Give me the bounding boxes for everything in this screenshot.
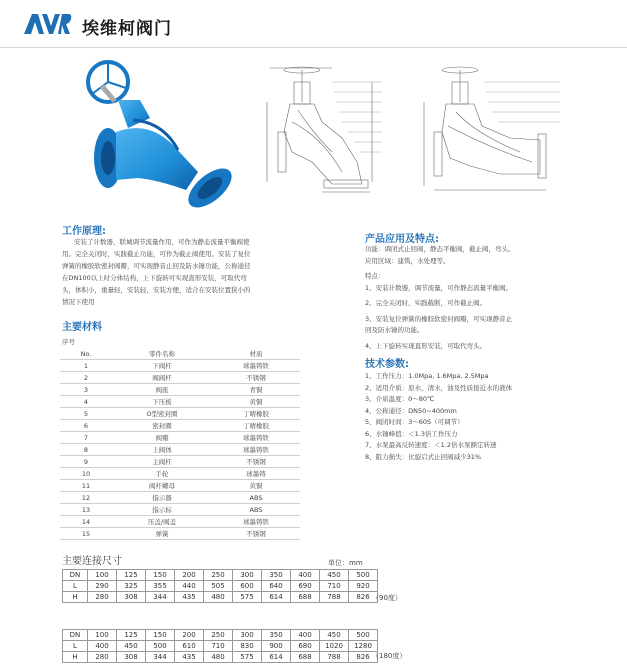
table-row [60,420,300,432]
cell: ABS [212,504,300,516]
cell: 黄铜 [212,396,300,408]
cell: 13 [60,504,112,516]
cell: 440 [175,581,204,592]
table-90-note: （90度） [372,594,402,602]
principle-line: 安装了计数器，联城调节流量作用，可作为静态流量平衡阀使 [74,238,250,246]
table-row [63,630,378,641]
cell: 710 [320,581,349,592]
cell: 280 [88,652,117,663]
cell: 3 [60,384,112,396]
cell: 344 [146,652,175,663]
cell: 826 [349,592,378,603]
cell: 15 [60,528,112,540]
header-cell: 零件名称 [112,348,212,360]
cell: 300 [233,630,262,641]
cell: 球墨铸铁 [212,432,300,444]
cell: 688 [291,592,320,603]
feature-line: 特点： [365,272,385,280]
feature-line: 1、安装计数器，调节流量，可作静态流量平衡阀。 [365,283,513,292]
principle-line: 头，体积小，重量轻，安装轻，安装方便，适合在安装位置狭小的 [62,286,251,294]
cell: 250 [204,630,233,641]
cell: 500 [146,641,175,652]
cell: 680 [291,641,320,652]
cell: 308 [117,652,146,663]
cell: 614 [262,652,291,663]
cell: 480 [204,592,233,603]
param-line: 4、公称通径：DN50~400mm [365,406,457,415]
table-row [63,570,378,581]
table-row [60,408,300,420]
cell: 290 [88,581,117,592]
cell: 826 [349,652,378,663]
cell: 150 [146,630,175,641]
cell: 1 [60,360,112,372]
cell: 6 [60,420,112,432]
cell: 150 [146,570,175,581]
cell: 788 [320,592,349,603]
table-row [60,468,300,480]
page-header [0,0,627,48]
table-row [63,592,378,603]
cell: 球墨铸铁 [212,516,300,528]
header-cell: 材质 [212,348,300,360]
cell: 200 [175,570,204,581]
header-cell: No. [60,348,112,360]
cell: 指示器 [112,492,212,504]
cell: 688 [291,652,320,663]
cell: ABS [212,492,300,504]
cell: 100 [88,570,117,581]
cell: 920 [349,581,378,592]
param-line: 1、工作压力：1.0Mpa, 1.6Mpa, 2.5Mpa [365,372,489,380]
cell: 球墨铸铁 [212,444,300,456]
cell: 788 [320,652,349,663]
cell: 指示标 [112,504,212,516]
cell: DN [63,570,88,581]
cell: 手轮 [112,468,212,480]
cell: 球墨铸铁 [212,360,300,372]
principle-text [62,236,300,308]
cell: O型密封圈 [112,408,212,420]
cell: 上阀体 [112,444,212,456]
cell: 黄铜 [212,480,300,492]
cell: 125 [117,570,146,581]
cell: 640 [262,581,291,592]
table-row [60,456,300,468]
valve-drawing-180 [420,62,566,194]
cell: 100 [88,630,117,641]
cell: 400 [291,570,320,581]
cell: 不锈钢 [212,372,300,384]
cell: 325 [117,581,146,592]
param-line: 3、介质温度：0～80℃ [365,395,435,403]
materials-table [60,348,300,540]
cell: 505 [204,581,233,592]
param-line: 7、水泵最高反转速度：＜1.2倍水泵额定转速 [365,441,497,449]
cell: 450 [117,641,146,652]
cell: 丁晴橡胶 [212,420,300,432]
table-row [60,504,300,516]
cell: 5 [60,408,112,420]
cell: 4 [60,396,112,408]
avr-logo [22,12,72,36]
principle-line: 情况下使用 [62,298,95,306]
cell: 下阀杆 [112,360,212,372]
dimensions-title: 主要连接尺寸 [62,556,122,567]
cell: 8 [60,444,112,456]
cell: 1020 [320,641,349,652]
feature-line: 应用区域：建筑，水处理等。 [365,256,450,265]
cell: 280 [88,592,117,603]
table-row [63,652,378,663]
cell: 不锈钢 [212,528,300,540]
dimensions-table-180 [62,629,378,663]
cell: 480 [204,652,233,663]
table-row [63,581,378,592]
cell: 614 [262,592,291,603]
header-divider [0,47,627,48]
cell: 690 [291,581,320,592]
cell: 2 [60,372,112,384]
cell: 400 [291,630,320,641]
table-row [60,396,300,408]
principle-line: 弹簧的橡胶软密封阀瓣，可实现静音止回及防水锤功能，公称通径 [62,262,251,270]
table-row [63,641,378,652]
table-row [60,372,300,384]
cell: 下压板 [112,396,212,408]
cell: 350 [262,630,291,641]
dimensions-table-90 [62,569,378,603]
features-title: 产品应用及特点: [365,234,439,245]
table-row [60,492,300,504]
dimensions-unit: 单位：mm [328,559,363,567]
cell: 1280 [349,641,378,652]
cell: 308 [117,592,146,603]
table-row [60,516,300,528]
cell: 阀杆螺母 [112,480,212,492]
cell: DN [63,630,88,641]
table-row [60,384,300,396]
cell: 300 [233,570,262,581]
cell: 阀座 [112,384,212,396]
feature-line: 2、完全关闭时，实践截断，可作截止阀。 [365,299,487,307]
cell: 250 [204,570,233,581]
cell: 不锈钢 [212,456,300,468]
table-180-note: （180度） [372,652,407,660]
cell: 435 [175,652,204,663]
cell: 球墨铸 [212,468,300,480]
table-row [60,480,300,492]
cell: H [63,652,88,663]
features-text [365,244,515,352]
params-title: 技术参数: [365,359,409,370]
valve-drawing-90 [262,62,392,194]
cell: 125 [117,630,146,641]
cell: 710 [204,641,233,652]
cell: 350 [262,570,291,581]
cell: 435 [175,592,204,603]
param-line: 2、适用介质：原水，清水，油及性质接近水的液体 [365,383,513,392]
param-line: 8、阻力损失：比旋启式止回阀减少31% [365,452,482,461]
materials-title: 主要材料 [62,322,102,333]
feature-line: 4、上下旋转实现直形安装，可取代弯头。 [365,341,487,350]
materials-header-row [60,348,300,360]
principle-title: 工作原理: [62,226,106,237]
cell: 阀阀杆 [112,372,212,384]
cell: 青铜 [212,384,300,396]
cell: 344 [146,592,175,603]
cell: 450 [320,570,349,581]
cell: 12 [60,492,112,504]
cell: 主阀杆 [112,456,212,468]
table-row [60,432,300,444]
feature-line: 功能：调闭式止回阀，静态平衡阀，截止阀，弯头。 [365,245,515,253]
table-row [60,528,300,540]
cell: 10 [60,468,112,480]
cell: 11 [60,480,112,492]
materials-caption: 序号 [62,338,75,346]
cell: L [63,581,88,592]
cell: 7 [60,432,112,444]
cell: 900 [262,641,291,652]
brand-name: 埃维柯阀门 [82,19,172,39]
cell: 830 [233,641,262,652]
param-line: 6、水锤峰值：＜1.3倍工作压力 [365,429,458,438]
principle-line: 在DN100以上时分体结构，上下旋转可实现直形安装，可取代弯 [62,274,247,282]
cell: 14 [60,516,112,528]
cell: 9 [60,456,112,468]
cell: 575 [233,592,262,603]
cell: 压盖/阀盖 [112,516,212,528]
params-text [365,371,512,463]
principle-line: 用。完全关闭时，实践截止功能，可作为截止阀使用。安装了复位 [62,250,251,258]
cell: 丁晴橡胶 [212,408,300,420]
cell: 200 [175,630,204,641]
cell: H [63,592,88,603]
cell: 密封圈 [112,420,212,432]
cell: 阀瓣 [112,432,212,444]
valve-photo [78,60,243,220]
cell: 400 [88,641,117,652]
table-row [60,360,300,372]
cell: L [63,641,88,652]
param-line: 5、阀闭时间：3～60S（可调节） [365,418,464,426]
table-row [60,444,300,456]
cell: 575 [233,652,262,663]
cell: 弹簧 [112,528,212,540]
cell: 355 [146,581,175,592]
cell: 450 [320,630,349,641]
cell: 610 [175,641,204,652]
cell: 600 [233,581,262,592]
cell: 500 [349,630,378,641]
feature-line: 3、安装复位弹簧的橡胶软密封阀瓣，可实现静音止 [365,314,513,323]
feature-line: 回及防水锤的功能。 [365,326,424,334]
cell: 500 [349,570,378,581]
